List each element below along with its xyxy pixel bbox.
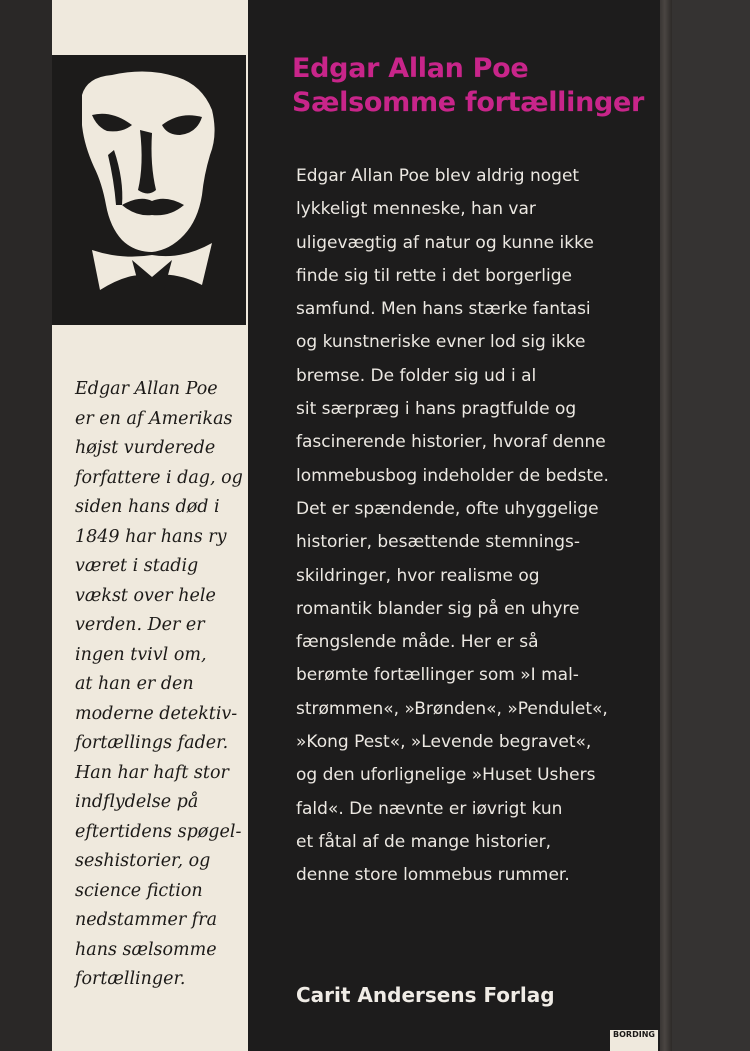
description-line: et fåtal af de mange historier,	[296, 831, 551, 852]
blurb-line: seshistorier, og	[75, 851, 211, 871]
description-line: »Kong Pest«, »Levende begravet«,	[296, 732, 592, 753]
blurb-line: 1849 har hans ry	[75, 526, 227, 547]
blurb-line: ingen tvivl om,	[75, 644, 207, 665]
description-line: lykkeligt menneske, han var	[296, 199, 536, 220]
blurb-line: højst vurderede	[75, 438, 216, 458]
description-line: romantik blander sig på en uhyre	[296, 598, 580, 619]
printer-mark: BORDING	[610, 1030, 658, 1051]
book-title	[292, 52, 644, 120]
blurb-line: fortællings fader.	[75, 733, 229, 753]
description-line: berømte fortællinger som »I mal-	[296, 665, 579, 686]
description-line: historier, besættende stemnings-	[296, 532, 581, 553]
description-line: skildringer, hvor realisme og	[296, 565, 540, 586]
blurb-line: Han har haft stor	[75, 762, 229, 783]
description-line: finde sig til rette i det borgerlige	[296, 265, 572, 286]
blurb-line: er en af Amerikas	[75, 408, 233, 429]
author-blurb	[75, 375, 247, 995]
blurb-line: science fiction	[75, 880, 203, 901]
blurb-line: indflydelse på	[75, 792, 199, 812]
cover-edge-right	[672, 0, 750, 1051]
description-line: fængslende måde. Her er så	[296, 632, 539, 653]
blurb-line: vækst over hele	[75, 585, 216, 606]
description-line: lommebusbog indeholder de bedste.	[296, 465, 609, 486]
blurb-line: forfattere i dag, og	[75, 467, 243, 488]
blurb-line: Edgar Allan Poe	[75, 379, 218, 399]
description-line: og kunstneriske evner lod sig ikke	[296, 332, 586, 353]
description-line: Det er spændende, ofte uhyggelige	[296, 498, 599, 519]
title-author: Edgar Allan Poe	[292, 53, 529, 84]
description-text	[296, 160, 631, 893]
publisher-name: Carit Andersens Forlag	[296, 983, 555, 1007]
blurb-line: verden. Der er	[75, 615, 205, 635]
description-line: fald«. De nævnte er iøvrigt kun	[296, 798, 563, 819]
portrait-image	[52, 55, 246, 325]
description-line: bremse. De folder sig ud i al	[296, 365, 537, 386]
description-line: sit særpræg i hans pragtfulde og	[296, 399, 577, 420]
blurb-line: nedstammer fra	[75, 910, 218, 930]
blurb-line: fortællinger.	[75, 969, 186, 989]
title-book: Sælsomme fortællinger	[292, 87, 645, 118]
description-line: Edgar Allan Poe blev aldrig noget	[296, 166, 580, 186]
blurb-line: moderne detektiv-	[75, 703, 238, 724]
poe-portrait-icon	[52, 55, 246, 325]
blurb-line: været i stadig	[75, 556, 199, 576]
description-line: uligevægtig af natur og kunne ikke	[296, 232, 594, 253]
blurb-line: siden hans død i	[75, 497, 220, 517]
cover-edge-left	[0, 0, 52, 1051]
description-line: og den uforlignelige »Huset Ushers	[296, 765, 596, 786]
description-line: strømmen«, »Brønden«, »Pendulet«,	[296, 698, 608, 719]
book-spine	[660, 0, 672, 1051]
blurb-line: hans sælsomme	[75, 939, 217, 960]
description-line: fascinerende historier, hvoraf denne	[296, 432, 606, 453]
blurb-line: eftertidens spøgel-	[75, 821, 242, 842]
blurb-line: at han er den	[75, 674, 194, 694]
description-line: denne store lommebus rummer.	[296, 865, 570, 886]
description-line: samfund. Men hans stærke fantasi	[296, 299, 591, 320]
